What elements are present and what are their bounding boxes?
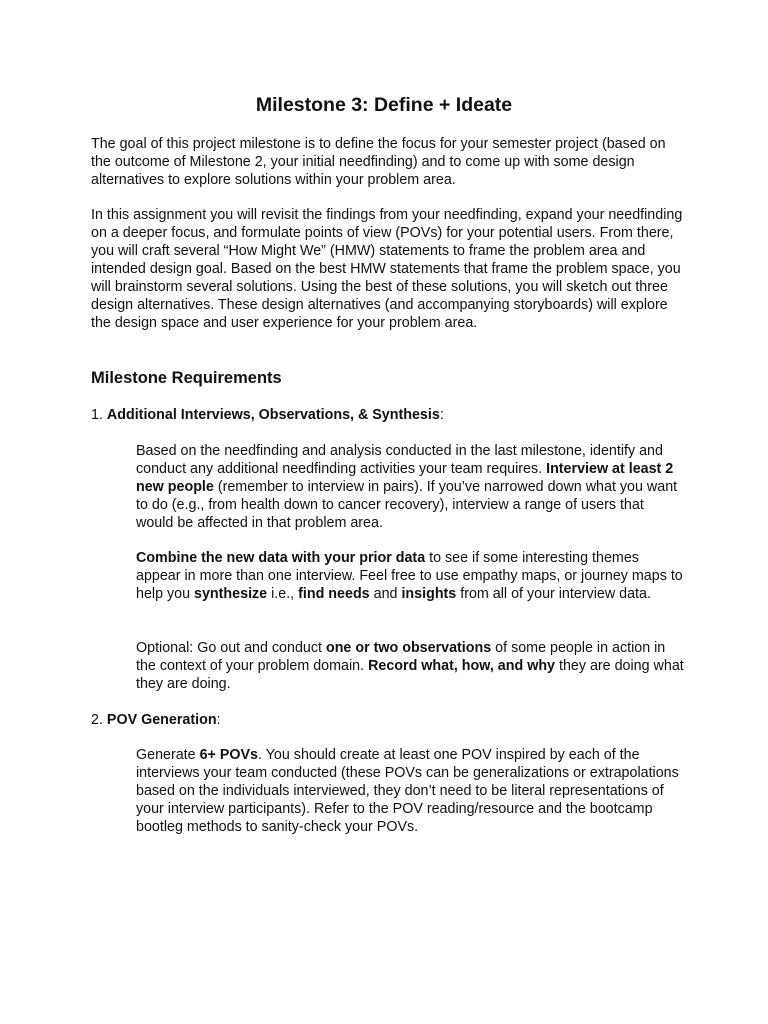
requirement-2-number: 2.	[91, 712, 103, 728]
requirement-2-paragraph-1	[136, 746, 684, 836]
text-run: and	[369, 586, 402, 602]
text-run: they are doing what they are doing.	[136, 658, 684, 692]
emphasis-text: synthesize	[194, 586, 268, 602]
emphasis-text: one or two observations	[325, 640, 492, 656]
requirement-2-heading	[91, 711, 221, 729]
page-title: Milestone 3: Define + Ideate	[255, 94, 513, 116]
requirement-1-paragraph-3	[136, 639, 684, 693]
text-run: (remember to interview in pairs). If you’ve narrowed down what you want to do (e.g., from health down to cancer recovery), interview a range of users that would be affected in that problem area.	[136, 479, 678, 531]
text-run: Generate	[136, 747, 200, 763]
text-run: of some people in action in the context of your problem domain.	[136, 640, 666, 674]
requirement-2-title: POV Generation	[106, 712, 217, 728]
requirements-heading: Milestone Requirements	[91, 369, 282, 387]
text-run: Optional: Go out and conduct	[136, 640, 326, 656]
requirement-1-title: Additional Interviews, Observations, & Synthesis	[106, 407, 440, 423]
requirement-1-number: 1.	[91, 407, 103, 423]
intro-paragraph-2: In this assignment you will revisit the findings from your needfinding, expand your needfinding on a deeper focus, and formulate points of view (POVs) for your potential users. From there, you will craft several “How Might We” (HMW) statements to frame the problem area and intended design goal. Based on the best HMW statements that frame the problem space, you will brainstorm several solutions. Using the best of these solutions, you will sketch out three design alternatives. These design alternatives (and accompanying storyboards) will explore the design space and user experience for your problem area.	[91, 207, 683, 331]
text-run: from all of your interview data.	[456, 586, 651, 602]
text-run: to see if some interesting themes appear in more than one interview. Feel free to use empathy maps, or journey maps to help you	[136, 550, 683, 602]
text-run: Based on the needfinding and analysis conducted in the last milestone, identify and conduct any additional needfinding activities your team requires.	[136, 443, 663, 477]
intro-paragraph-1: The goal of this project milestone is to define the focus for your semester project (based on the outcome of Milestone 2, your initial needfinding) and to come up with some design alternatives to explore solutions within your problem area.	[91, 136, 666, 188]
emphasis-text: Interview at least 2 new people	[136, 461, 674, 495]
requirement-1-colon: :	[439, 407, 444, 423]
text-run: i.e.,	[267, 586, 299, 602]
requirement-1-heading	[91, 406, 444, 424]
requirement-1-paragraph-1	[136, 442, 684, 532]
emphasis-text: 6+ POVs	[199, 747, 259, 763]
emphasis-text: insights	[401, 586, 457, 602]
requirement-2-colon: :	[216, 712, 221, 728]
emphasis-text: Combine the new data with your prior data	[136, 550, 426, 566]
emphasis-text: find needs	[298, 586, 370, 602]
requirement-1-paragraph-2	[136, 549, 684, 603]
text-run: . You should create at least one POV inspired by each of the interviews your team conducted (these POVs can be generalizations or extrapolations based on the individuals interviewed, they don’t need to be literal representations of your interview participants). Refer to the POV reading/resource and the bootcamp bootleg methods to sanity-check your POVs.	[136, 747, 679, 835]
emphasis-text: Record what, how, and why	[368, 658, 555, 674]
